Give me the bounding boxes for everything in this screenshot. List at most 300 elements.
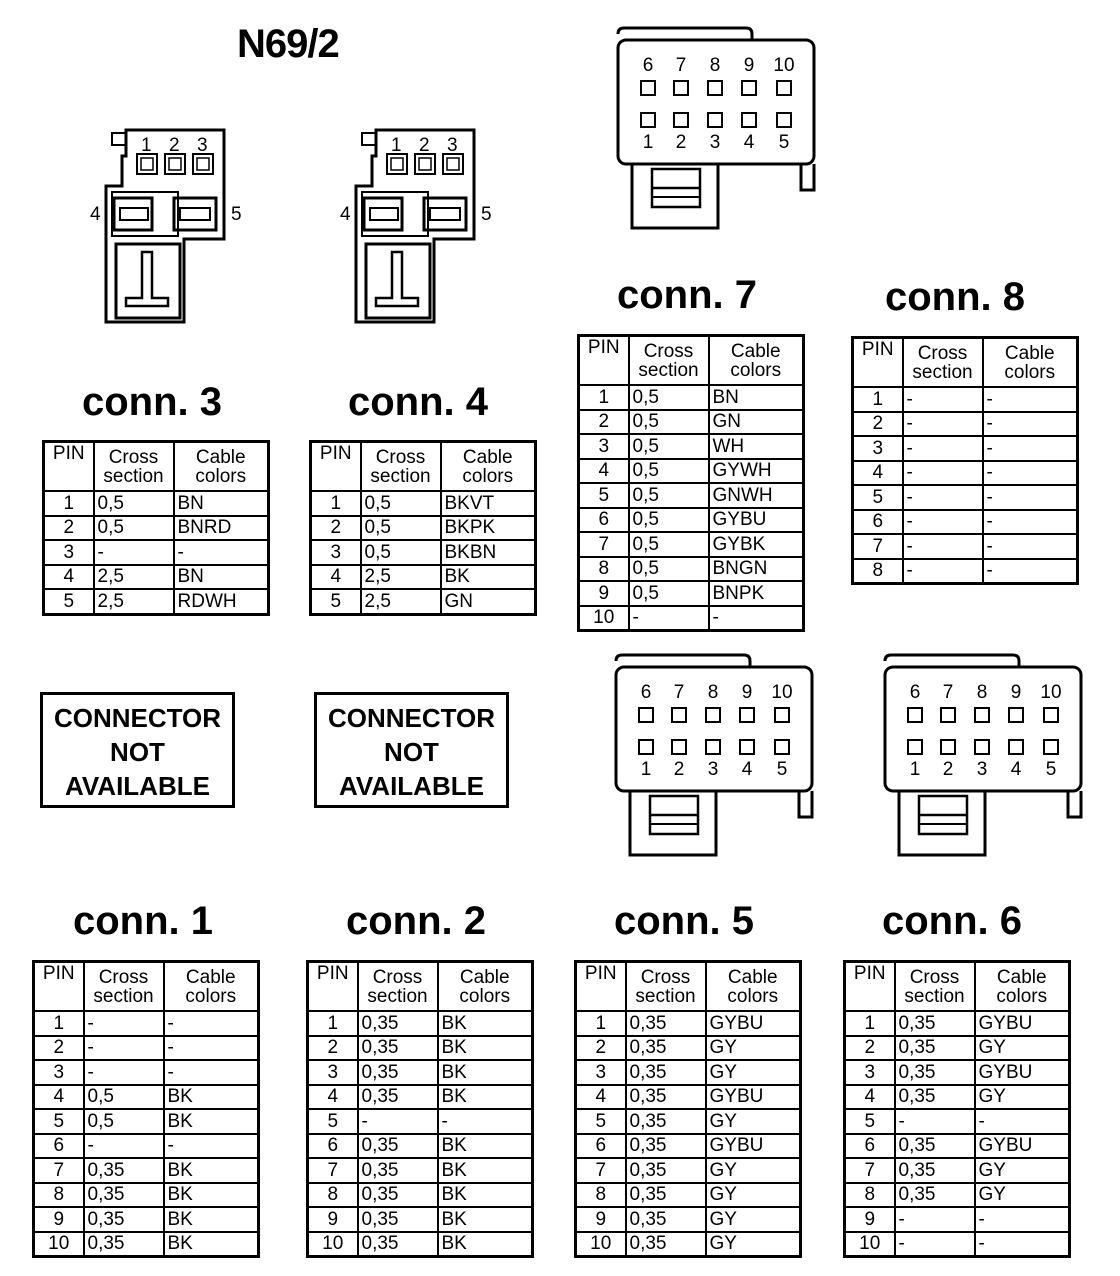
table-row bbox=[308, 1207, 533, 1232]
table-row bbox=[34, 1060, 259, 1085]
cable-color-cell: BK bbox=[438, 1183, 533, 1208]
pin-cell: 3 bbox=[853, 436, 903, 461]
cross-section-cell: 0,35 bbox=[626, 1036, 706, 1061]
table-header-row bbox=[308, 962, 533, 1012]
pin-label: 4 bbox=[741, 759, 753, 780]
table-row bbox=[311, 540, 536, 565]
not-available-line: CONNECTOR bbox=[327, 703, 496, 733]
pin-cell: 10 bbox=[576, 1232, 626, 1257]
pin-label: 7 bbox=[673, 682, 685, 703]
pin-label: 8 bbox=[707, 682, 719, 703]
cross-section-cell: - bbox=[84, 1134, 164, 1159]
cross-section-cell: - bbox=[903, 559, 983, 584]
conn5-title: conn. 5 bbox=[614, 899, 755, 943]
cross-section-cell: 0,35 bbox=[626, 1158, 706, 1183]
conn7-title: conn. 7 bbox=[617, 273, 758, 317]
table-row bbox=[311, 589, 536, 614]
pin-label: 3 bbox=[707, 759, 719, 780]
cross-section-cell: 0,35 bbox=[626, 1085, 706, 1110]
pin-label: 9 bbox=[741, 682, 753, 703]
cable-color-cell: - bbox=[983, 559, 1078, 584]
pin-label: 7 bbox=[675, 55, 687, 76]
cross-section-header: Cross section bbox=[629, 336, 709, 386]
cable-color-cell: GY bbox=[706, 1036, 801, 1061]
conn4-title: conn. 4 bbox=[348, 380, 489, 424]
pin-label: 4 bbox=[90, 204, 101, 225]
pin-header: PIN bbox=[44, 442, 94, 492]
cross-section-cell: 2,5 bbox=[361, 589, 441, 614]
pin-cell: 1 bbox=[311, 491, 361, 516]
cross-section-cell: - bbox=[358, 1109, 438, 1134]
cable-color-cell: GY bbox=[706, 1232, 801, 1257]
table-row bbox=[579, 508, 804, 533]
table-row bbox=[853, 510, 1078, 535]
cable-color-cell: BK bbox=[164, 1085, 259, 1110]
table-row bbox=[845, 1085, 1070, 1110]
cable-color-cell: GYBU bbox=[706, 1085, 801, 1110]
pin-cell: 3 bbox=[308, 1060, 358, 1085]
cable-color-cell: BNPK bbox=[709, 581, 804, 606]
cross-section-cell: 0,5 bbox=[629, 483, 709, 508]
table-row bbox=[576, 1011, 801, 1036]
cable-colors-header: Cable colors bbox=[975, 962, 1070, 1012]
cross-section-cell: 0,35 bbox=[84, 1207, 164, 1232]
cable-color-cell: - bbox=[983, 485, 1078, 510]
cross-section-cell: - bbox=[903, 510, 983, 535]
pin-cell: 8 bbox=[576, 1183, 626, 1208]
cross-section-cell: - bbox=[629, 606, 709, 631]
table-row bbox=[853, 485, 1078, 510]
cross-section-cell: 0,5 bbox=[629, 581, 709, 606]
pin-cell: 2 bbox=[308, 1036, 358, 1061]
table-row bbox=[308, 1158, 533, 1183]
page-title: N69/2 bbox=[237, 22, 339, 66]
pin-cell: 4 bbox=[853, 461, 903, 486]
pin-header: PIN bbox=[308, 962, 358, 1012]
table-row bbox=[34, 1011, 259, 1036]
table-row bbox=[44, 565, 269, 590]
pin-label: 5 bbox=[231, 204, 242, 225]
pin-cell: 4 bbox=[34, 1085, 84, 1110]
cable-color-cell: GYBU bbox=[975, 1011, 1070, 1036]
table-row bbox=[576, 1158, 801, 1183]
pin-label: 2 bbox=[169, 135, 180, 156]
pin-cell: 2 bbox=[34, 1036, 84, 1061]
conn2-pin-table bbox=[306, 960, 534, 1258]
table-header-row bbox=[44, 442, 269, 492]
cable-color-cell: RDWH bbox=[174, 589, 269, 614]
pin-cell: 1 bbox=[845, 1011, 895, 1036]
pin-cell: 5 bbox=[853, 485, 903, 510]
pin-cell: 7 bbox=[576, 1158, 626, 1183]
cable-color-cell: GN bbox=[709, 410, 804, 435]
pin-cell: 8 bbox=[853, 559, 903, 584]
cross-section-cell: - bbox=[903, 436, 983, 461]
cross-section-cell: 0,5 bbox=[361, 540, 441, 565]
pin-cell: 6 bbox=[576, 1134, 626, 1159]
conn4-pin-table bbox=[309, 440, 537, 616]
table-row bbox=[44, 491, 269, 516]
pin-cell: 3 bbox=[44, 540, 94, 565]
cable-colors-header: Cable colors bbox=[438, 962, 533, 1012]
cross-section-cell: 0,35 bbox=[84, 1232, 164, 1257]
cable-color-cell: BK bbox=[164, 1183, 259, 1208]
conn7-pin-table bbox=[577, 334, 805, 632]
cable-color-cell: - bbox=[975, 1207, 1070, 1232]
cable-color-cell: - bbox=[438, 1109, 533, 1134]
table-header-row bbox=[311, 442, 536, 492]
pin-cell: 9 bbox=[308, 1207, 358, 1232]
table-row bbox=[308, 1011, 533, 1036]
cable-color-cell: GYBU bbox=[706, 1134, 801, 1159]
table-row bbox=[579, 606, 804, 631]
cross-section-cell: 0,35 bbox=[358, 1158, 438, 1183]
table-row bbox=[34, 1109, 259, 1134]
table-row bbox=[34, 1232, 259, 1257]
cable-color-cell: BK bbox=[164, 1232, 259, 1257]
cable-color-cell: BKVT bbox=[441, 491, 536, 516]
table-row bbox=[576, 1232, 801, 1257]
table-header-row bbox=[845, 962, 1070, 1012]
cable-color-cell: - bbox=[983, 534, 1078, 559]
pin-label: 4 bbox=[1010, 759, 1022, 780]
pin-label: 1 bbox=[642, 132, 654, 153]
pin-cell: 7 bbox=[308, 1158, 358, 1183]
pin-cell: 4 bbox=[311, 565, 361, 590]
table-row bbox=[34, 1183, 259, 1208]
table-row bbox=[576, 1207, 801, 1232]
table-row bbox=[845, 1134, 1070, 1159]
pin-label: 6 bbox=[642, 55, 654, 76]
cross-section-cell: 0,35 bbox=[895, 1036, 975, 1061]
cross-section-cell: 0,35 bbox=[626, 1109, 706, 1134]
cable-color-cell: BN bbox=[174, 565, 269, 590]
table-row bbox=[845, 1109, 1070, 1134]
table-row bbox=[311, 491, 536, 516]
pin-label: 2 bbox=[673, 759, 685, 780]
cable-color-cell: BK bbox=[438, 1011, 533, 1036]
cross-section-cell: 0,5 bbox=[94, 516, 174, 541]
pin-cell: 6 bbox=[845, 1134, 895, 1159]
cross-section-cell: 0,35 bbox=[895, 1085, 975, 1110]
table-row bbox=[579, 410, 804, 435]
pin-cell: 5 bbox=[44, 589, 94, 614]
table-header-row bbox=[576, 962, 801, 1012]
conn2-title: conn. 2 bbox=[346, 899, 487, 943]
cross-section-cell: 0,35 bbox=[358, 1085, 438, 1110]
pin-cell: 2 bbox=[845, 1036, 895, 1061]
table-row bbox=[579, 483, 804, 508]
table-row bbox=[576, 1036, 801, 1061]
pin-cell: 5 bbox=[579, 483, 629, 508]
table-row bbox=[845, 1232, 1070, 1257]
table-row bbox=[579, 434, 804, 459]
table-row bbox=[308, 1036, 533, 1061]
pin-label: 5 bbox=[1045, 759, 1057, 780]
cable-color-cell: - bbox=[164, 1011, 259, 1036]
table-row bbox=[845, 1011, 1070, 1036]
table-row bbox=[34, 1134, 259, 1159]
pin-label: 2 bbox=[419, 135, 430, 156]
cross-section-cell: 0,35 bbox=[626, 1011, 706, 1036]
pin-label: 2 bbox=[942, 759, 954, 780]
pin-cell: 8 bbox=[579, 557, 629, 582]
cross-section-cell: 0,5 bbox=[94, 491, 174, 516]
pin-cell: 1 bbox=[308, 1011, 358, 1036]
pin-label: 10 bbox=[1040, 682, 1062, 703]
pin-cell: 5 bbox=[34, 1109, 84, 1134]
cross-section-cell: 0,35 bbox=[84, 1183, 164, 1208]
pin-cell: 1 bbox=[44, 491, 94, 516]
pin-label: 3 bbox=[447, 135, 458, 156]
not-available-line: CONNECTOR bbox=[53, 703, 222, 733]
table-row bbox=[576, 1060, 801, 1085]
table-row bbox=[34, 1158, 259, 1183]
cross-section-cell: - bbox=[903, 412, 983, 437]
conn5-pin-table bbox=[574, 960, 802, 1258]
cable-color-cell: - bbox=[975, 1109, 1070, 1134]
conn3-pin-table bbox=[42, 440, 270, 616]
cable-color-cell: - bbox=[164, 1134, 259, 1159]
cross-section-cell: 2,5 bbox=[94, 565, 174, 590]
pin-cell: 8 bbox=[308, 1183, 358, 1208]
table-row bbox=[308, 1232, 533, 1257]
conn4-connector-drawing bbox=[336, 124, 496, 334]
pin-cell: 1 bbox=[853, 387, 903, 412]
cross-section-cell: 0,5 bbox=[629, 434, 709, 459]
pin-cell: 3 bbox=[845, 1060, 895, 1085]
cross-section-header: Cross section bbox=[358, 962, 438, 1012]
pin-cell: 4 bbox=[44, 565, 94, 590]
cable-color-cell: BK bbox=[438, 1158, 533, 1183]
cross-section-cell: 0,35 bbox=[358, 1036, 438, 1061]
cross-section-cell: - bbox=[903, 534, 983, 559]
table-row bbox=[308, 1085, 533, 1110]
cable-color-cell: BK bbox=[438, 1085, 533, 1110]
pin-cell: 1 bbox=[34, 1011, 84, 1036]
cable-color-cell: GY bbox=[975, 1085, 1070, 1110]
cross-section-cell: 0,5 bbox=[361, 491, 441, 516]
pin-cell: 2 bbox=[311, 516, 361, 541]
cross-section-header: Cross section bbox=[895, 962, 975, 1012]
cross-section-cell: - bbox=[903, 485, 983, 510]
table-row bbox=[853, 387, 1078, 412]
cable-color-cell: BK bbox=[438, 1207, 533, 1232]
conn3-title: conn. 3 bbox=[82, 380, 223, 424]
cable-color-cell: - bbox=[983, 461, 1078, 486]
cross-section-cell: 0,35 bbox=[626, 1060, 706, 1085]
cross-section-cell: 0,35 bbox=[358, 1011, 438, 1036]
table-row bbox=[845, 1158, 1070, 1183]
table-row bbox=[579, 385, 804, 410]
cable-color-cell: GY bbox=[975, 1158, 1070, 1183]
cable-colors-header: Cable colors bbox=[441, 442, 536, 492]
cross-section-cell: - bbox=[94, 540, 174, 565]
pin-cell: 6 bbox=[853, 510, 903, 535]
pin-cell: 3 bbox=[34, 1060, 84, 1085]
pin-label: 1 bbox=[391, 135, 402, 156]
pin-cell: 4 bbox=[845, 1085, 895, 1110]
table-row bbox=[579, 581, 804, 606]
cable-color-cell: - bbox=[164, 1036, 259, 1061]
pin-header: PIN bbox=[853, 338, 903, 388]
conn2-not-available bbox=[314, 692, 509, 808]
cable-color-cell: GYBU bbox=[975, 1134, 1070, 1159]
pin-cell: 5 bbox=[308, 1109, 358, 1134]
pin-cell: 1 bbox=[579, 385, 629, 410]
pin-cell: 2 bbox=[579, 410, 629, 435]
cross-section-cell: 0,35 bbox=[358, 1060, 438, 1085]
cross-section-cell: 0,35 bbox=[626, 1207, 706, 1232]
pin-cell: 6 bbox=[308, 1134, 358, 1159]
table-row bbox=[845, 1207, 1070, 1232]
cross-section-header: Cross section bbox=[361, 442, 441, 492]
cable-color-cell: GYBU bbox=[709, 508, 804, 533]
table-row bbox=[311, 516, 536, 541]
table-row bbox=[576, 1085, 801, 1110]
pin-cell: 1 bbox=[576, 1011, 626, 1036]
table-header-row bbox=[579, 336, 804, 386]
cross-section-cell: 0,35 bbox=[358, 1232, 438, 1257]
pin-cell: 3 bbox=[579, 434, 629, 459]
cross-section-header: Cross section bbox=[903, 338, 983, 388]
cable-colors-header: Cable colors bbox=[709, 336, 804, 386]
cable-colors-header: Cable colors bbox=[164, 962, 259, 1012]
cable-color-cell: GYBU bbox=[975, 1060, 1070, 1085]
pin-label: 1 bbox=[640, 759, 652, 780]
table-row bbox=[34, 1207, 259, 1232]
pin-cell: 6 bbox=[34, 1134, 84, 1159]
pin-label: 10 bbox=[771, 682, 793, 703]
cross-section-cell: 0,5 bbox=[629, 410, 709, 435]
pin-label: 3 bbox=[976, 759, 988, 780]
cable-color-cell: BK bbox=[438, 1060, 533, 1085]
pin-cell: 5 bbox=[576, 1109, 626, 1134]
cable-color-cell: BK bbox=[438, 1036, 533, 1061]
cable-color-cell: - bbox=[174, 540, 269, 565]
cross-section-cell: 0,5 bbox=[629, 532, 709, 557]
cable-color-cell: BK bbox=[164, 1207, 259, 1232]
cross-section-cell: - bbox=[895, 1109, 975, 1134]
table-row bbox=[845, 1060, 1070, 1085]
not-available-line: NOT bbox=[384, 737, 439, 767]
table-row bbox=[579, 557, 804, 582]
pin-cell: 10 bbox=[845, 1232, 895, 1257]
cross-section-cell: 0,5 bbox=[84, 1109, 164, 1134]
cable-color-cell: GY bbox=[706, 1207, 801, 1232]
cross-section-header: Cross section bbox=[94, 442, 174, 492]
table-row bbox=[34, 1036, 259, 1061]
table-row bbox=[44, 540, 269, 565]
cross-section-cell: - bbox=[903, 461, 983, 486]
cross-section-cell: 0,5 bbox=[629, 385, 709, 410]
not-available-line: AVAILABLE bbox=[65, 771, 210, 801]
pin-cell: 7 bbox=[579, 532, 629, 557]
pin-cell: 7 bbox=[34, 1158, 84, 1183]
cable-colors-header: Cable colors bbox=[174, 442, 269, 492]
pin-label: 3 bbox=[709, 132, 721, 153]
cable-color-cell: GNWH bbox=[709, 483, 804, 508]
cross-section-cell: - bbox=[84, 1011, 164, 1036]
conn8-title: conn. 8 bbox=[885, 275, 1026, 319]
pin-header: PIN bbox=[845, 962, 895, 1012]
table-row bbox=[576, 1109, 801, 1134]
cross-section-cell: 2,5 bbox=[94, 589, 174, 614]
table-row bbox=[308, 1060, 533, 1085]
cross-section-header: Cross section bbox=[84, 962, 164, 1012]
cross-section-cell: 0,35 bbox=[895, 1183, 975, 1208]
pin-label: 6 bbox=[909, 682, 921, 703]
pin-cell: 9 bbox=[579, 581, 629, 606]
conn7-connector-drawing bbox=[612, 24, 822, 234]
pin-label: 10 bbox=[773, 55, 795, 76]
table-row bbox=[44, 516, 269, 541]
pin-cell: 9 bbox=[576, 1207, 626, 1232]
cable-color-cell: - bbox=[709, 606, 804, 631]
pin-label: 1 bbox=[141, 135, 152, 156]
pin-cell: 4 bbox=[579, 459, 629, 484]
pin-label: 9 bbox=[743, 55, 755, 76]
cable-color-cell: BKPK bbox=[441, 516, 536, 541]
cross-section-cell: 2,5 bbox=[361, 565, 441, 590]
pin-label: 9 bbox=[1010, 682, 1022, 703]
cable-color-cell: BKBN bbox=[441, 540, 536, 565]
cable-color-cell: BN bbox=[709, 385, 804, 410]
cross-section-cell: 0,35 bbox=[626, 1134, 706, 1159]
conn6-pin-table bbox=[843, 960, 1071, 1258]
table-row bbox=[853, 534, 1078, 559]
table-row bbox=[579, 532, 804, 557]
conn3-connector-drawing bbox=[86, 124, 246, 334]
pin-label: 1 bbox=[909, 759, 921, 780]
not-available-line: AVAILABLE bbox=[339, 771, 484, 801]
pin-label: 5 bbox=[778, 132, 790, 153]
pin-cell: 4 bbox=[308, 1085, 358, 1110]
cross-section-cell: 0,5 bbox=[361, 516, 441, 541]
pin-cell: 7 bbox=[845, 1158, 895, 1183]
pin-cell: 10 bbox=[579, 606, 629, 631]
cable-color-cell: GN bbox=[441, 589, 536, 614]
table-row bbox=[308, 1134, 533, 1159]
cross-section-cell: 0,35 bbox=[358, 1134, 438, 1159]
table-row bbox=[845, 1036, 1070, 1061]
pin-cell: 4 bbox=[576, 1085, 626, 1110]
not-available-line: NOT bbox=[110, 737, 165, 767]
pin-cell: 5 bbox=[845, 1109, 895, 1134]
cross-section-cell: 0,35 bbox=[626, 1183, 706, 1208]
conn8-pin-table bbox=[851, 336, 1079, 585]
cable-color-cell: BK bbox=[441, 565, 536, 590]
cross-section-cell: 0,5 bbox=[84, 1085, 164, 1110]
table-row bbox=[853, 559, 1078, 584]
conn6-connector-drawing bbox=[879, 651, 1089, 861]
cross-section-cell: 0,35 bbox=[358, 1183, 438, 1208]
pin-label: 5 bbox=[481, 204, 492, 225]
table-row bbox=[853, 461, 1078, 486]
pin-label: 2 bbox=[675, 132, 687, 153]
pin-label: 3 bbox=[197, 135, 208, 156]
cable-color-cell: - bbox=[983, 412, 1078, 437]
pin-label: 8 bbox=[709, 55, 721, 76]
table-header-row bbox=[34, 962, 259, 1012]
cable-color-cell: BK bbox=[438, 1134, 533, 1159]
cable-colors-header: Cable colors bbox=[983, 338, 1078, 388]
pin-label: 5 bbox=[776, 759, 788, 780]
cable-color-cell: - bbox=[975, 1232, 1070, 1257]
pin-cell: 8 bbox=[34, 1183, 84, 1208]
conn5-connector-drawing bbox=[610, 651, 820, 861]
cross-section-cell: 0,35 bbox=[895, 1158, 975, 1183]
